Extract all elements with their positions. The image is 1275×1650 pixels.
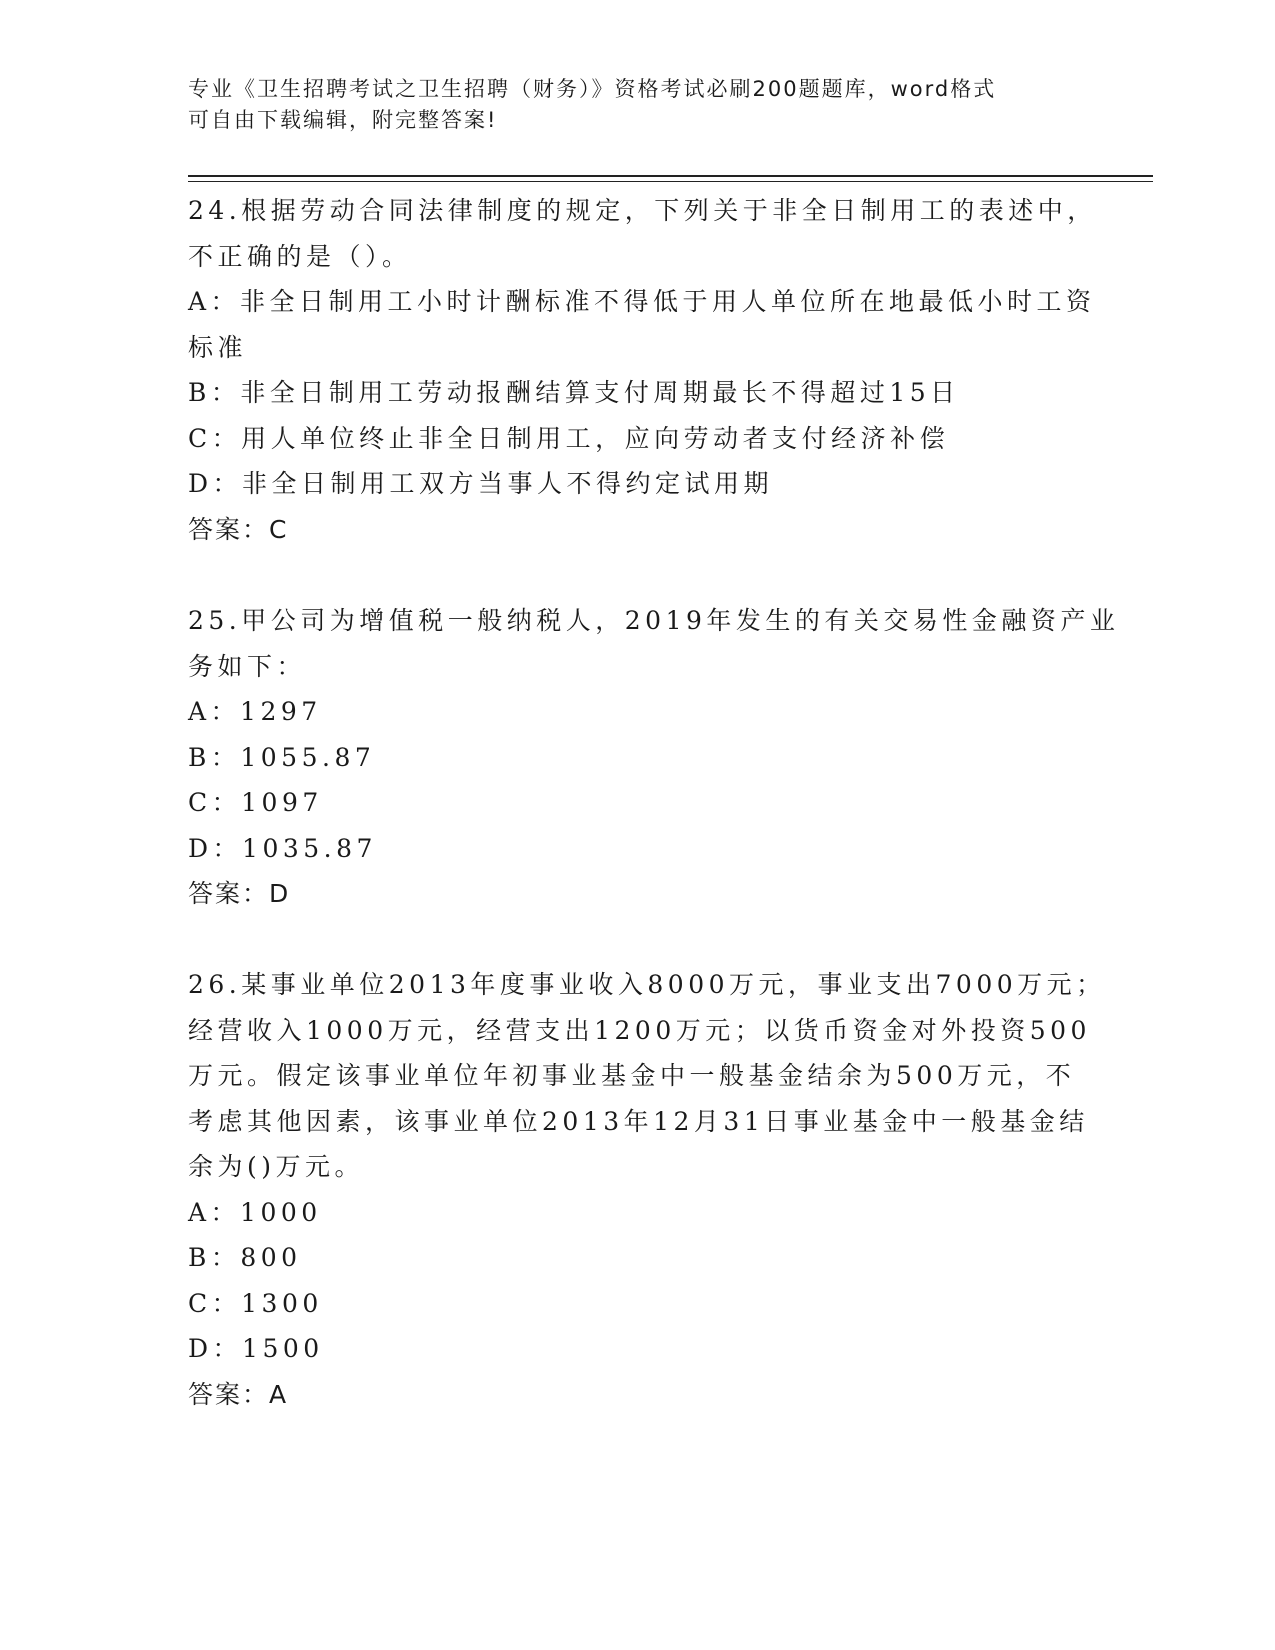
answer-line: 答案：C (188, 514, 289, 544)
header-line-1: 专业《卫生招聘考试之卫生招聘（财务）》资格考试必刷200题题库，word格式 (188, 77, 997, 101)
question-stem-line: 万元。假定该事业单位年初事业基金中一般基金结余为500万元，不 (188, 1061, 1076, 1090)
option-d: D：非全日制用工双方当事人不得约定试用期 (188, 469, 774, 498)
option-a: A：1297 (188, 697, 322, 726)
option-b: B：800 (188, 1243, 302, 1272)
question-stem-line: 经营收入1000万元，经营支出1200万元；以货币资金对外投资500 (188, 1015, 1091, 1045)
question-25 (188, 598, 1120, 917)
header-line-2: 可自由下载编辑，附完整答案! (188, 108, 498, 132)
option-d: D：1500 (188, 1334, 324, 1363)
option-a: A：1000 (188, 1197, 322, 1227)
option-b: B：1055.87 (188, 742, 376, 772)
option-c: C：1300 (188, 1288, 323, 1318)
question-stem-line: 不正确的是（）。 (188, 241, 412, 271)
header-divider-thin (188, 181, 1153, 182)
question-stem-line: 考虑其他因素，该事业单位2013年12月31日事业基金中一般基金结 (188, 1106, 1089, 1136)
document-header (188, 74, 1068, 136)
question-24 (188, 188, 1097, 552)
option-a-continued: 标准 (188, 332, 248, 362)
question-stem-line: 25.甲公司为增值税一般纳税人，2019年发生的有关交易性金融资产业 (188, 606, 1120, 635)
answer-line: 答案：D (188, 879, 291, 908)
question-stem-line: 余为()万元。 (188, 1152, 365, 1181)
header-divider-thick (188, 175, 1153, 177)
option-c: C：用人单位终止非全日制用工，应向劳动者支付经济补偿 (188, 423, 950, 453)
question-26 (188, 962, 1106, 1417)
option-d: D：1035.87 (188, 833, 377, 863)
option-a: A：非全日制用工小时计酬标准不得低于用人单位所在地最低小时工资 (188, 287, 1096, 316)
option-c: C：1097 (188, 788, 323, 817)
answer-line: 答案：A (188, 1379, 289, 1409)
option-b: B：非全日制用工劳动报酬结算支付周期最长不得超过15日 (188, 378, 960, 407)
question-stem-line: 24.根据劳动合同法律制度的规定，下列关于非全日制用工的表述中， (188, 196, 1097, 225)
question-stem-line: 26.某事业单位2013年度事业收入8000万元，事业支出7000万元； (188, 970, 1106, 999)
question-stem-line: 务如下： (188, 651, 307, 681)
